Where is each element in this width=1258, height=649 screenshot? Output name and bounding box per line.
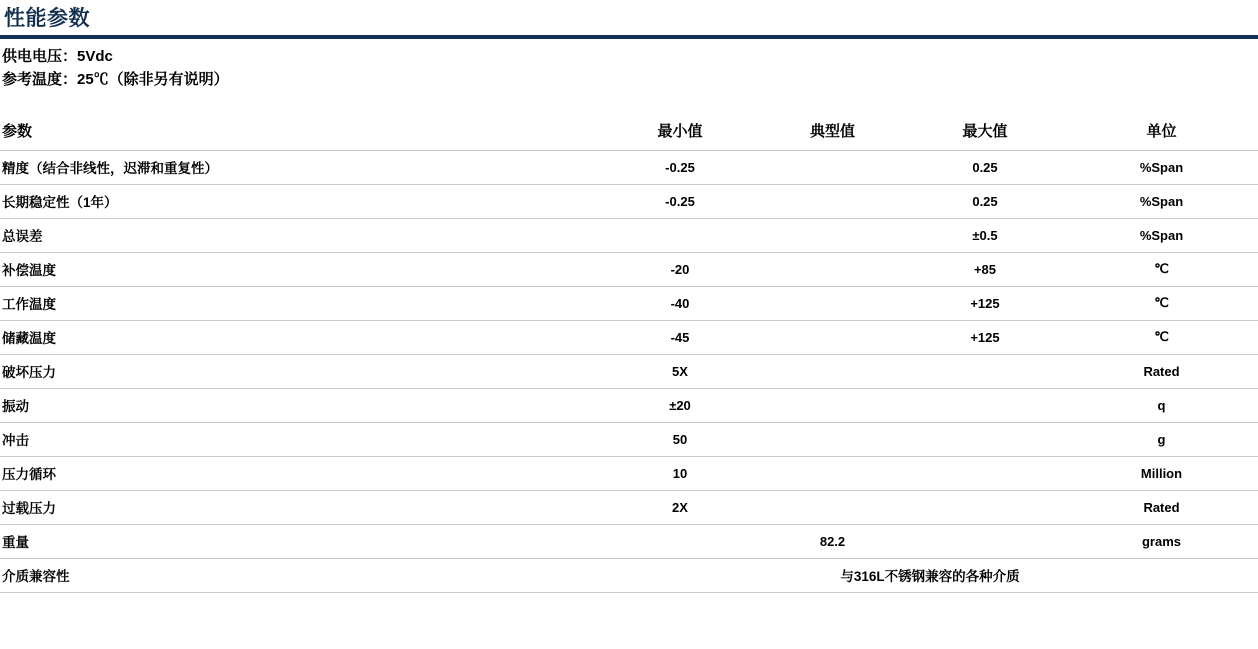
cell-parameter: 破坏压力 (0, 354, 600, 388)
cell-parameter: 压力循环 (0, 456, 600, 490)
table-row (0, 218, 1258, 252)
cell-typical (760, 422, 905, 456)
cell-parameter: 振动 (0, 388, 600, 422)
cell-min: 5X (600, 354, 760, 388)
cell-max: 0.25 (905, 184, 1065, 218)
cell-unit: ℃ (1065, 286, 1258, 320)
cell-max (905, 490, 1065, 524)
cell-unit: Million (1065, 456, 1258, 490)
cell-parameter: 补偿温度 (0, 252, 600, 286)
cell-typical (760, 252, 905, 286)
cell-typical (760, 354, 905, 388)
cell-max (905, 456, 1065, 490)
page-title: 性能参数 (4, 7, 90, 30)
cell-typical (760, 320, 905, 354)
table-row-media-compatibility (0, 558, 1258, 592)
table-row (0, 184, 1258, 218)
cell-unit: g (1065, 422, 1258, 456)
cell-min (600, 218, 760, 252)
cell-typical (760, 388, 905, 422)
cell-unit: q (1065, 388, 1258, 422)
cell-max: +85 (905, 252, 1065, 286)
specifications-table (0, 120, 1258, 593)
table-row (0, 456, 1258, 490)
cell-min: 50 (600, 422, 760, 456)
cell-parameter: 介质兼容性 (0, 558, 600, 592)
column-header-unit: 单位 (1146, 122, 1177, 140)
cell-parameter: 精度（结合非线性，迟滞和重复性） (0, 150, 600, 184)
cell-max (905, 524, 1065, 558)
cell-unit: %Span (1065, 218, 1258, 252)
cell-typical (760, 456, 905, 490)
cell-max (905, 354, 1065, 388)
cell-typical (760, 490, 905, 524)
cell-min: -0.25 (600, 150, 760, 184)
cell-max: +125 (905, 320, 1065, 354)
cell-min: 10 (600, 456, 760, 490)
cell-min: -40 (600, 286, 760, 320)
table-row (0, 422, 1258, 456)
condition-reference-temperature: 参考温度：25℃（除非另有说明） (2, 71, 229, 89)
cell-parameter: 过载压力 (0, 490, 600, 524)
table-row (0, 354, 1258, 388)
cell-max: +125 (905, 286, 1065, 320)
table-row (0, 286, 1258, 320)
cell-min: -20 (600, 252, 760, 286)
table-row (0, 150, 1258, 184)
column-header-typical: 典型值 (809, 122, 855, 140)
cell-max (905, 388, 1065, 422)
table-body (0, 150, 1258, 592)
cell-max: 0.25 (905, 150, 1065, 184)
table-row (0, 490, 1258, 524)
table-row (0, 524, 1258, 558)
cell-parameter: 储藏温度 (0, 320, 600, 354)
column-header-min: 最小值 (657, 122, 703, 140)
cell-parameter: 重量 (0, 524, 600, 558)
table-header-row (0, 120, 1258, 151)
cell-typical (760, 184, 905, 218)
cell-min: 2X (600, 490, 760, 524)
cell-typical (760, 286, 905, 320)
cell-parameter: 总误差 (0, 218, 600, 252)
cell-unit: Rated (1065, 354, 1258, 388)
cell-typical: 82.2 (760, 524, 905, 558)
test-conditions (0, 39, 1258, 92)
cell-unit: ℃ (1065, 252, 1258, 286)
cell-unit: ℃ (1065, 320, 1258, 354)
table-row (0, 252, 1258, 286)
cell-min (600, 524, 760, 558)
cell-min: -0.25 (600, 184, 760, 218)
cell-max (905, 422, 1065, 456)
cell-parameter: 长期稳定性（1年） (0, 184, 600, 218)
column-header-max: 最大值 (962, 122, 1008, 140)
table-header (0, 120, 1258, 151)
column-header-parameter: 参数 (2, 122, 33, 140)
cell-typical (760, 218, 905, 252)
cell-unit: %Span (1065, 184, 1258, 218)
table-row (0, 388, 1258, 422)
cell-media-compatibility-note: 与316L不锈钢兼容的各种介质 (600, 558, 1258, 592)
cell-min: -45 (600, 320, 760, 354)
cell-parameter: 冲击 (0, 422, 600, 456)
cell-unit: %Span (1065, 150, 1258, 184)
cell-max: ±0.5 (905, 218, 1065, 252)
cell-typical (760, 150, 905, 184)
table-row (0, 320, 1258, 354)
condition-supply-voltage: 供电电压：5Vdc (2, 48, 113, 66)
cell-min: ±20 (600, 388, 760, 422)
cell-parameter: 工作温度 (0, 286, 600, 320)
cell-unit: grams (1065, 524, 1258, 558)
cell-unit: Rated (1065, 490, 1258, 524)
